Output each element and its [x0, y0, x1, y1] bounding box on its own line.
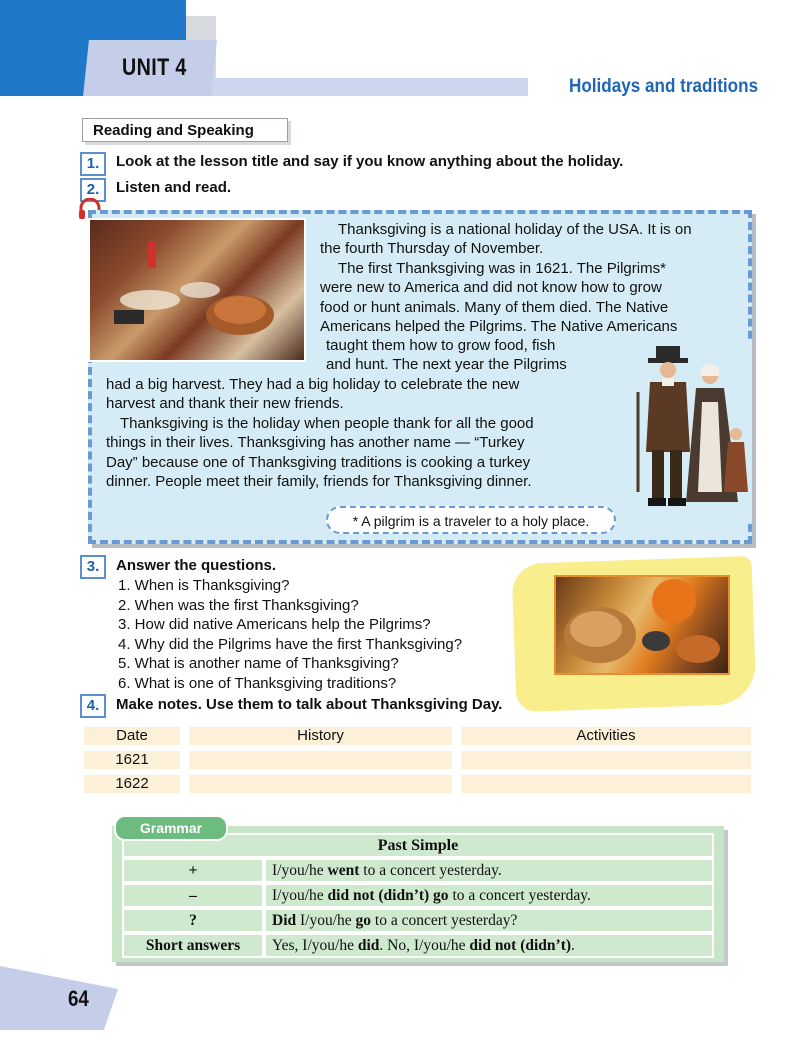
thanksgiving-dinner-photo — [88, 218, 306, 362]
grammar-table — [122, 833, 714, 958]
section-label: Reading and Speaking — [82, 118, 288, 142]
task-text-2: Listen and read. — [116, 179, 232, 196]
grammar-row — [122, 908, 714, 933]
pilgrims-icon — [626, 342, 752, 520]
question-item: 1. When is Thanksgiving? — [118, 577, 290, 594]
grammar-row-example: I/you/he did not (didn’t) go to a concert yesterday. — [264, 883, 714, 908]
reading-line: the fourth Thursday of November. — [320, 240, 544, 258]
turkey-dinner-photo — [554, 575, 730, 675]
pilgrims-illustration — [626, 342, 752, 520]
notes-header-history: History — [189, 727, 452, 745]
notes-header-activities: Activities — [461, 727, 751, 745]
reading-line: taught them how to grow food, fish — [326, 337, 556, 354]
notes-cell-history[interactable] — [189, 751, 452, 769]
notes-cell-history[interactable] — [189, 775, 452, 793]
reading-line: Thanksgiving is the holiday when people thank for all the good — [120, 414, 534, 432]
reading-line: Thanksgiving is a national holiday of the USA. It is on — [338, 221, 692, 238]
task-text-4: Make notes. Use them to talk about Thanksgiving Day. — [116, 696, 503, 713]
turkey-icon — [556, 577, 728, 673]
task-text-3: Answer the questions. — [116, 557, 277, 574]
task-number-1: 1. — [80, 152, 106, 176]
task-number-2: 2. — [80, 178, 106, 202]
grammar-tab: Grammar — [114, 815, 228, 841]
question-item: 2. When was the first Thanksgiving? — [118, 596, 359, 614]
reading-line: had a big harvest. They had a big holiday to celebrate the new — [106, 376, 520, 393]
header-band — [186, 78, 528, 96]
question-item: 5. What is another name of Thanksgiving? — [118, 655, 399, 673]
dinner-table-icon — [90, 220, 304, 360]
unit-subtitle: Holidays and traditions — [568, 76, 758, 97]
reading-line: Day” because one of Thanksgiving traditions is cooking a turkey — [106, 453, 531, 471]
notes-cell-date: 1622 — [84, 775, 180, 793]
grammar-row-label: ? — [122, 908, 264, 933]
grammar-row-example: I/you/he went to a concert yesterday. — [264, 858, 714, 883]
reading-line: were new to America and did not know how to grow — [320, 279, 662, 297]
reading-line: things in their lives. Thanksgiving has another name — “Turkey — [106, 434, 525, 452]
question-item: 4. Why did the Pilgrims have the first Thanksgiving? — [118, 635, 463, 653]
grammar-title: Past Simple — [122, 833, 714, 858]
notes-header-date: Date — [84, 727, 180, 745]
page-number: 64 — [68, 986, 89, 1011]
notes-cell-activities[interactable] — [461, 775, 751, 793]
grammar-row-example: Yes, I/you/he did. No, I/you/he did not (didn’t). — [264, 933, 714, 958]
footer-shape — [0, 966, 118, 1030]
task-number-4: 4. — [80, 694, 106, 718]
unit-title: UNIT 4 — [122, 54, 187, 81]
reading-line: harvest and thank their new friends. — [106, 395, 344, 413]
grammar-row-label: + — [122, 858, 264, 883]
notes-cell-activities[interactable] — [461, 751, 751, 769]
questions-list — [118, 576, 462, 694]
task-text-1: Look at the lesson title and say if you know anything about the holiday. — [116, 153, 624, 170]
grammar-row-label: Short answers — [122, 933, 264, 958]
grammar-row — [122, 883, 714, 908]
reading-line: food or hunt animals. Many of them died. The Native — [320, 298, 669, 316]
reading-line: Americans helped the Pilgrims. The Native Americans — [320, 318, 678, 336]
question-item: 6. What is one of Thanksgiving traditions? — [118, 674, 397, 692]
grammar-row-example: Did I/you/he go to a concert yesterday? — [264, 908, 714, 933]
reading-line: The first Thanksgiving was in 1621. The Pilgrims* — [338, 259, 666, 277]
task-number-3: 3. — [80, 555, 106, 579]
question-item: 3. How did native Americans help the Pilgrims? — [118, 616, 431, 634]
grammar-row — [122, 933, 714, 958]
reading-line: dinner. People meet their family, friends for Thanksgiving dinner. — [106, 473, 532, 491]
notes-cell-date: 1621 — [84, 751, 180, 769]
reading-line: and hunt. The next year the Pilgrims — [326, 356, 567, 374]
footnote: * A pilgrim is a traveler to a holy place. — [326, 506, 616, 534]
grammar-row-label: – — [122, 883, 264, 908]
grammar-row — [122, 858, 714, 883]
